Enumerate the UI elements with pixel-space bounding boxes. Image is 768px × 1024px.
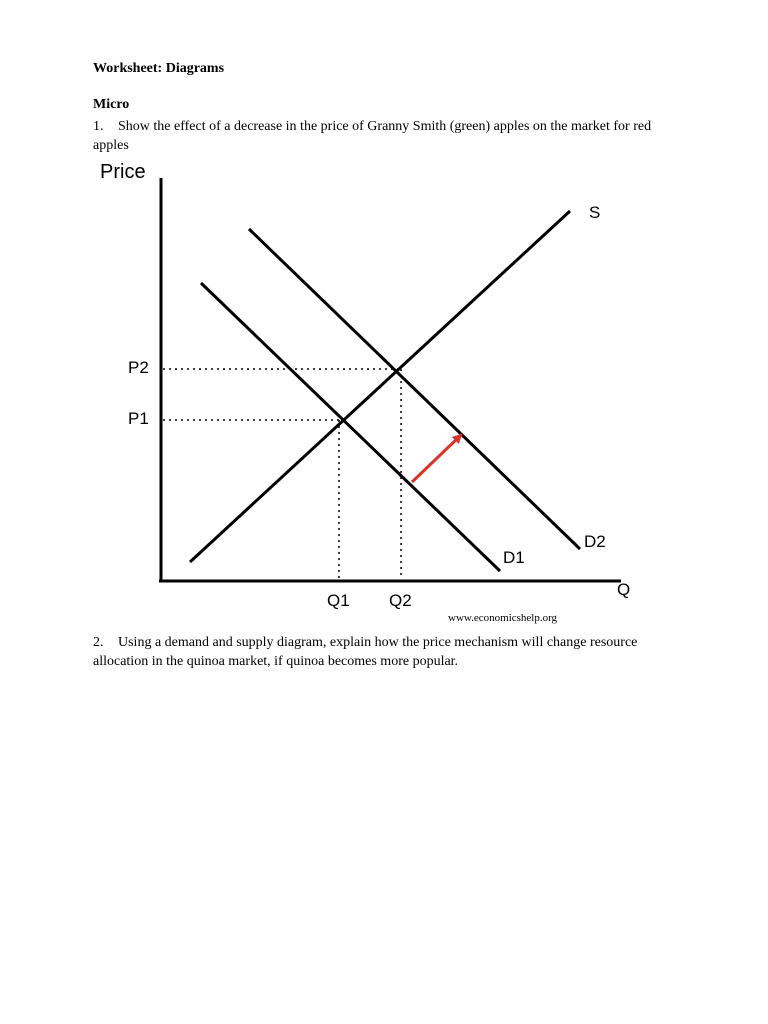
quantity-label-q2: Q2 [389,591,412,610]
section-heading: Micro [93,97,130,112]
x-axis-label: Q [617,580,631,599]
question-2 [93,633,683,671]
price-label-p2: P2 [128,358,149,377]
supply-curve-label: S [589,203,601,222]
price-label-p1: P1 [128,409,149,428]
demand-curve-d2 [249,229,580,549]
supply-curve [190,211,570,562]
question-text: Show the effect of a decrease in the price of Granny Smith (green) apples on the market for red apples [93,119,652,153]
demand-curve-d1-label: D1 [503,548,525,567]
question-number: 2. [93,635,104,650]
demand-shift-arrow [412,435,461,482]
demand-curve-d2-label: D2 [584,532,606,551]
question-number: 1. [93,119,104,134]
question-text: Using a demand and supply diagram, explain how the price mechanism will change resource allocation in the quinoa market, if quinoa becomes more popular. [93,635,638,669]
page-title: Worksheet: Diagrams [93,61,225,76]
y-axis-label: Price [100,161,146,183]
source-credit: www.economicshelp.org [448,612,558,624]
quantity-label-q1: Q1 [327,591,350,610]
